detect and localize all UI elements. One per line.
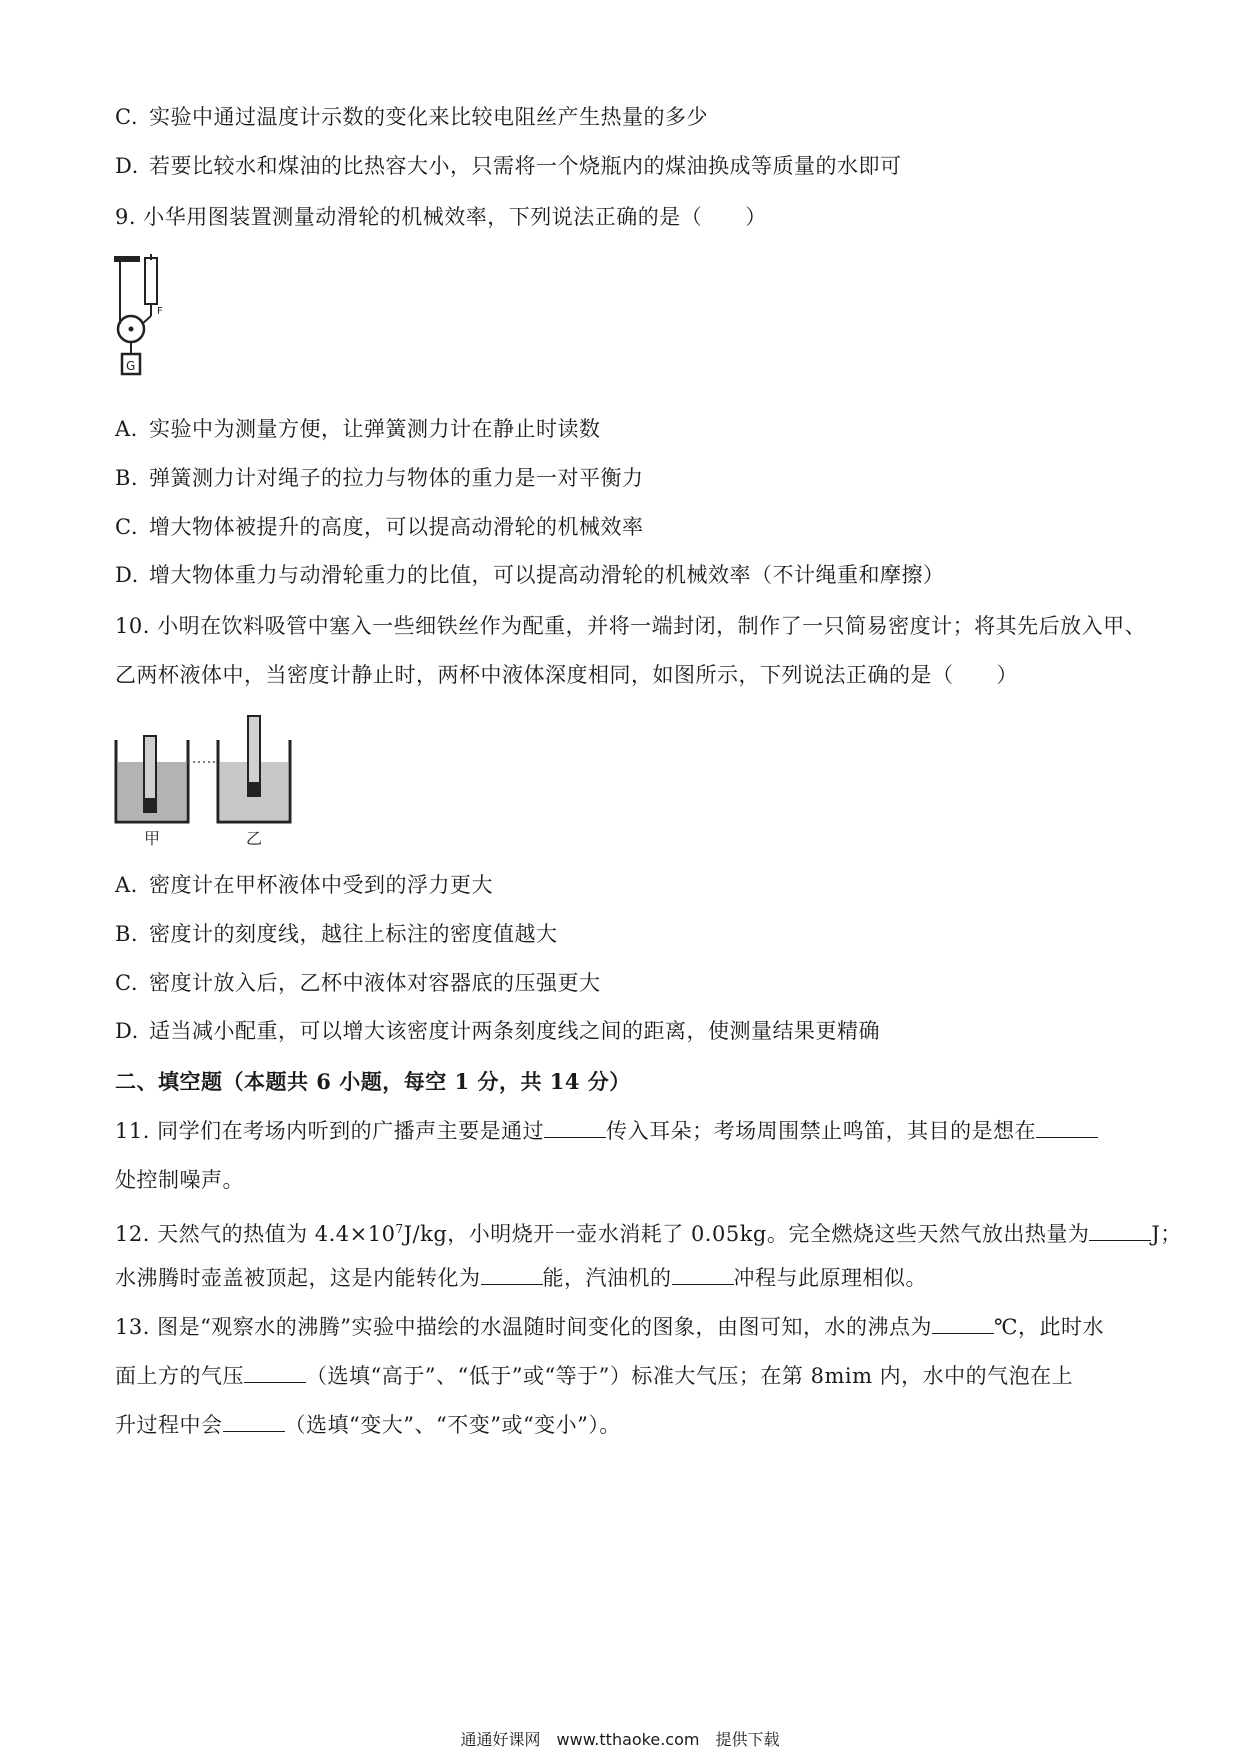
q11-line2: 处控制噪声。 <box>115 1168 244 1192</box>
option-text: 实验中为测量方便，让弹簧测力计在静止时读数 <box>149 417 601 441</box>
weight-label: G <box>126 359 136 373</box>
q8-option-d <box>115 152 902 180</box>
pulley-figure <box>112 254 182 384</box>
q13-line3 <box>115 1411 621 1439</box>
q9-stem: 9. 小华用图装置测量动滑轮的机械效率，下列说法正确的是（ ） <box>115 205 767 229</box>
q10-stem-line1: 10. 小明在饮料吸管中塞入一些细铁丝作为配重，并将一端封闭，制作了一只简易密度计；将其先后放入甲、 <box>115 614 1147 638</box>
q13-line1 <box>115 1313 1104 1341</box>
option-text: 增大物体重力与动滑轮重力的比值，可以提高动滑轮的机械效率（不计绳重和摩擦） <box>149 563 945 587</box>
q11-text: 11. 同学们在考场内听到的广播声主要是通过 <box>115 1119 545 1143</box>
q12-text: J； <box>1151 1222 1182 1246</box>
q12-line2 <box>115 1264 927 1292</box>
svg-text:F: F <box>157 306 163 317</box>
q13-text: 13. 图是“观察水的沸腾”实验中描绘的水温随时间变化的图象，由图可知，水的沸点为 <box>115 1315 933 1339</box>
page-footer <box>0 1727 1240 1750</box>
option-letter: A. <box>115 873 138 897</box>
q11-line1 <box>115 1117 1098 1145</box>
q13-text: 面上方的气压 <box>115 1364 244 1388</box>
answer-blank[interactable] <box>481 1264 543 1285</box>
q13-text: （选填“变大”、“不变”或“变小”）。 <box>284 1413 621 1437</box>
option-letter: B. <box>115 922 139 946</box>
pulley-axle <box>129 327 134 332</box>
q12-line1 <box>115 1215 1182 1248</box>
option-text: 密度计放入后，乙杯中液体对容器底的压强更大 <box>149 971 601 995</box>
q10-option-b <box>115 920 558 948</box>
q12-text: J/kg，小明烧开一壶水消耗了 0.05kg。完全燃烧这些天然气放出热量为 <box>403 1222 1090 1246</box>
label-yi: 乙 <box>246 829 263 848</box>
q9-option-b <box>115 464 644 492</box>
option-letter: D. <box>115 1019 139 1043</box>
option-text: 若要比较水和煤油的比热容大小，只需将一个烧瓶内的煤油换成等质量的水即可 <box>149 154 902 178</box>
option-text: 增大物体被提升的高度，可以提高动滑轮的机械效率 <box>149 515 644 539</box>
q13-text: ℃，此时水 <box>994 1315 1105 1339</box>
answer-blank[interactable] <box>544 1117 606 1138</box>
option-text: 密度计在甲杯液体中受到的浮力更大 <box>149 873 493 897</box>
q9-option-c <box>115 513 644 541</box>
q13-text: （选填“高于”、“低于”或“等于”）标准大气压；在第 8mim 内，水中的气泡在上 <box>306 1364 1074 1388</box>
q13-line2 <box>115 1362 1073 1390</box>
option-text: 密度计的刻度线，越往上标注的密度值越大 <box>149 922 558 946</box>
q9-option-d <box>115 561 945 589</box>
option-letter: C. <box>115 105 138 129</box>
q13-text: 升过程中会 <box>115 1413 223 1437</box>
q12-text: 12. 天然气的热值为 4.4×10 <box>115 1222 396 1246</box>
q10-stem-line2: 乙两杯液体中，当密度计静止时，两杯中液体深度相同，如图所示，下列说法正确的是（ ） <box>115 663 1018 687</box>
q9-option-a <box>115 415 601 443</box>
answer-blank[interactable] <box>223 1411 285 1432</box>
q12-text: 冲程与此原理相似。 <box>733 1266 927 1290</box>
answer-blank[interactable] <box>1089 1220 1151 1241</box>
ceiling-bar <box>114 256 140 262</box>
option-text: 适当减小配重，可以增大该密度计两条刻度线之间的距离，使测量结果更精确 <box>149 1019 880 1043</box>
q12-text: 能，汽油机的 <box>542 1266 672 1290</box>
option-letter: C. <box>115 515 138 539</box>
option-letter: C. <box>115 971 138 995</box>
footer-note: 提供下载 <box>715 1730 780 1749</box>
q11-text: 传入耳朵；考场周围禁止鸣笛，其目的是想在 <box>606 1119 1037 1143</box>
exponent: 7 <box>395 1222 404 1236</box>
q10-option-a <box>115 871 493 899</box>
option-letter: D. <box>115 154 139 178</box>
option-text: 弹簧测力计对绳子的拉力与物体的重力是一对平衡力 <box>149 466 644 490</box>
footer-url[interactable]: www.tthaoke.com <box>556 1730 700 1749</box>
hydrometer-figure <box>112 710 292 850</box>
footer-site: 通通好课网 <box>460 1730 541 1749</box>
label-jia: 甲 <box>144 829 161 848</box>
answer-blank[interactable] <box>1036 1117 1098 1138</box>
section-heading: 二、填空题（本题共 6 小题，每空 1 分，共 14 分） <box>115 1069 631 1094</box>
option-letter: A. <box>115 417 138 441</box>
q10-option-d <box>115 1017 880 1045</box>
answer-blank[interactable] <box>932 1313 994 1334</box>
q12-text: 水沸腾时壶盖被顶起，这是内能转化为 <box>115 1266 481 1290</box>
q10-option-c <box>115 969 601 997</box>
q8-option-c <box>115 103 708 131</box>
answer-blank[interactable] <box>672 1264 734 1285</box>
spring-scale <box>145 258 157 304</box>
option-letter: B. <box>115 466 139 490</box>
answer-blank[interactable] <box>244 1362 306 1383</box>
option-text: 实验中通过温度计示数的变化来比较电阻丝产生热量的多少 <box>149 105 708 129</box>
option-letter: D. <box>115 563 139 587</box>
